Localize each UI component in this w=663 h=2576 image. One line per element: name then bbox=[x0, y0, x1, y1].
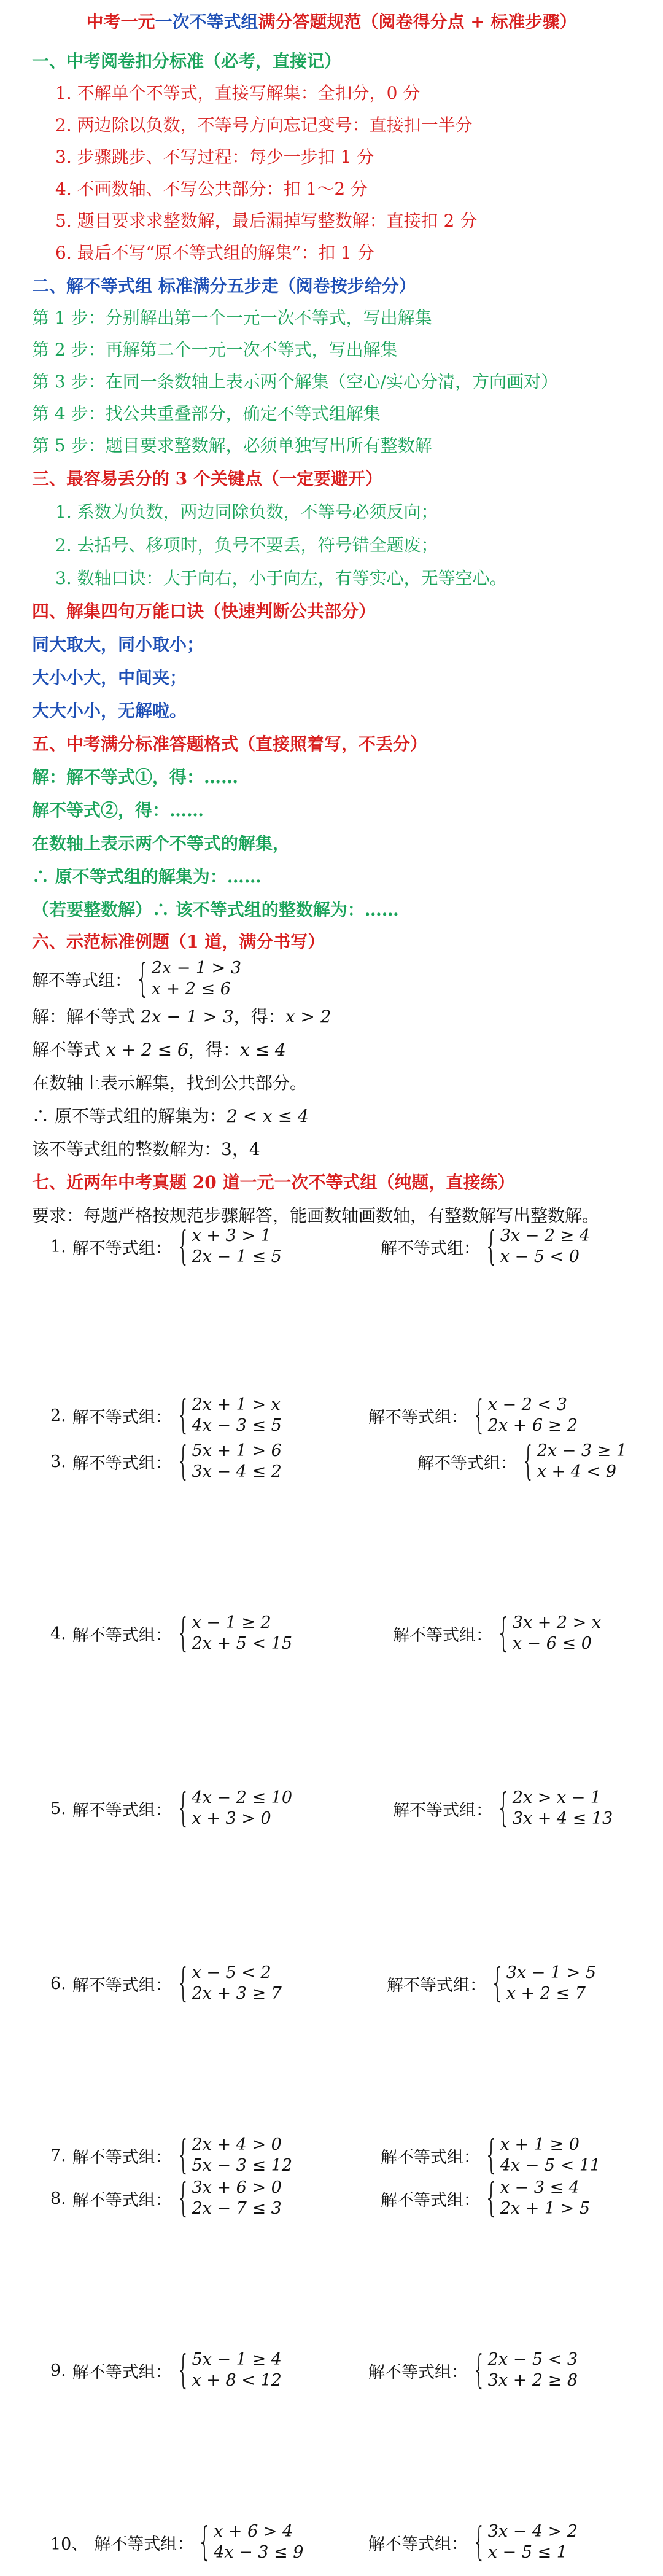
brace-icon: { bbox=[176, 1611, 190, 1656]
practice-problem bbox=[50, 1963, 282, 2004]
practice-problem bbox=[50, 2177, 282, 2219]
practice-problem bbox=[50, 2349, 282, 2391]
answer-format-line: 解：解不等式①，得：…… bbox=[32, 767, 239, 787]
inequality: x + 4 < 9 bbox=[537, 1462, 616, 1481]
practice-problem bbox=[381, 2134, 600, 2176]
practice-problem bbox=[368, 2349, 578, 2391]
problem-label: 解不等式组： bbox=[368, 1407, 468, 1427]
inequality: 2x + 5 < 15 bbox=[192, 1634, 293, 1653]
example-step-3: 在数轴上表示解集，找到公共部分。 bbox=[32, 1073, 308, 1093]
inequality: 2x − 7 ≤ 3 bbox=[192, 2199, 282, 2218]
brace-icon: { bbox=[497, 1611, 511, 1656]
practice-problem bbox=[50, 2521, 303, 2563]
solution-step: 第 1 步：分别解出第一个一元一次不等式，写出解集 bbox=[32, 308, 432, 328]
brace-icon: { bbox=[521, 1439, 535, 1484]
page-title: 中考一元一次不等式组满分答题规范（阅卷得分点 + 标准步骤） bbox=[86, 12, 577, 32]
inequality: x + 8 < 12 bbox=[192, 2371, 282, 2390]
inequality: 2x + 4 > 0 bbox=[192, 2135, 282, 2154]
deduction-rule: 2. 两边除以负数，不等号方向忘记变号：直接扣一半分 bbox=[55, 115, 473, 135]
mnemonic-line: 大小小大，中间夹； bbox=[32, 667, 187, 688]
answer-format-line: 在数轴上表示两个不等式的解集， bbox=[32, 833, 290, 854]
practice-problem bbox=[381, 2177, 590, 2219]
section-3-heading: 三、最容易丢分的 3 个关键点（一定要避开） bbox=[32, 469, 382, 489]
problem-label: 解不等式组： bbox=[387, 1975, 486, 1995]
inequality: 4x − 5 < 11 bbox=[500, 2156, 601, 2175]
practice-problem bbox=[50, 1395, 282, 1436]
problem-label: 解不等式组： bbox=[393, 1800, 492, 1820]
key-point: 3. 数轴口诀：大于向右，小于向左，有等实心，无等空心。 bbox=[55, 568, 507, 588]
problem-number: 7. bbox=[50, 2146, 66, 2165]
brace-icon: { bbox=[176, 1961, 190, 2006]
inequality: x + 2 ≤ 6 bbox=[151, 979, 231, 998]
practice-problem bbox=[393, 1788, 613, 1829]
brace-icon: { bbox=[176, 2348, 190, 2393]
brace-icon: { bbox=[472, 2348, 486, 2393]
section-2-heading: 二、解不等式组 标准满分五步走（阅卷按步给分） bbox=[32, 276, 416, 296]
practice-problem bbox=[50, 2134, 292, 2176]
practice-problem bbox=[393, 1613, 601, 1654]
inequality: x + 6 > 4 bbox=[214, 2522, 293, 2541]
inequality: 2x − 5 < 3 bbox=[487, 2350, 578, 2369]
inequality: 3x + 2 > x bbox=[512, 1613, 602, 1632]
inequality: 2x + 1 > x bbox=[192, 1395, 281, 1414]
inequality: 2x − 1 > 3 bbox=[151, 959, 242, 978]
problem-label: 解不等式组： bbox=[72, 1800, 172, 1820]
inequality: 3x − 1 > 5 bbox=[506, 1963, 597, 1982]
solution-step: 第 4 步：找公共重叠部分，确定不等式组解集 bbox=[32, 403, 381, 424]
example-step-1: 解：解不等式 2x − 1 > 3，得：x > 2 bbox=[32, 1006, 332, 1027]
inequality: 3x + 4 ≤ 13 bbox=[512, 1809, 613, 1828]
practice-problem bbox=[50, 1613, 292, 1654]
problem-label: 解不等式组： bbox=[381, 2190, 480, 2210]
example-label: 解不等式组： bbox=[32, 971, 131, 990]
inequality: x − 5 ≤ 1 bbox=[487, 2543, 567, 2562]
inequality: 3x + 2 ≥ 8 bbox=[487, 2371, 578, 2390]
mnemonic-line: 大大小小，无解啦。 bbox=[32, 701, 187, 721]
problem-number: 9. bbox=[50, 2360, 66, 2380]
deduction-rule: 6. 最后不写“原不等式组的解集”：扣 1 分 bbox=[55, 243, 374, 263]
answer-format-line: 解不等式②，得：…… bbox=[32, 800, 204, 820]
inequality: 2x + 1 > 5 bbox=[500, 2199, 591, 2218]
problem-label: 解不等式组： bbox=[72, 2190, 172, 2210]
problem-label: 解不等式组： bbox=[72, 1239, 172, 1258]
brace-icon: { bbox=[176, 1224, 190, 1269]
example-step-4: ∴ 原不等式组的解集为：2 < x ≤ 4 bbox=[32, 1106, 309, 1126]
inequality: x − 6 ≤ 0 bbox=[512, 1634, 592, 1653]
problem-label: 解不等式组： bbox=[368, 2534, 468, 2554]
problem-label: 解不等式组： bbox=[72, 2362, 172, 2382]
practice-problem bbox=[50, 1441, 282, 1482]
problem-number: 8. bbox=[50, 2189, 66, 2208]
problem-label: 解不等式组： bbox=[94, 2534, 194, 2554]
problem-number: 1. bbox=[50, 1237, 66, 1256]
inequality: x − 5 < 0 bbox=[500, 1247, 580, 1266]
problem-label: 解不等式组： bbox=[368, 2362, 468, 2382]
example-step-5: 该不等式组的整数解为：3，4 bbox=[32, 1139, 260, 1159]
brace-icon: { bbox=[484, 2176, 498, 2221]
inequality: x + 3 > 1 bbox=[192, 1226, 271, 1245]
problem-label: 解不等式组： bbox=[72, 2147, 172, 2167]
problem-label: 解不等式组： bbox=[393, 1625, 492, 1645]
brace-icon: { bbox=[484, 1224, 498, 1269]
practice-problem bbox=[50, 1788, 292, 1829]
problem-number: 10、 bbox=[50, 2534, 88, 2554]
brace-icon: { bbox=[490, 1961, 505, 2006]
mnemonic-line: 同大取大，同小取小； bbox=[32, 634, 204, 655]
inequality: 5x − 1 ≥ 4 bbox=[192, 2350, 282, 2369]
problem-number: 2. bbox=[50, 1406, 66, 1425]
inequality: 4x − 3 ≤ 5 bbox=[192, 1416, 282, 1435]
answer-format-line: （若要整数解）∴ 该不等式组的整数解为：…… bbox=[32, 900, 399, 920]
solution-step: 第 3 步：在同一条数轴上表示两个解集（空心/实心分清，方向画对） bbox=[32, 372, 559, 392]
key-point: 2. 去括号、移项时，负号不要丢，符号错全题废； bbox=[55, 535, 438, 555]
section-7-heading: 七、近两年中考真题 20 道一元一次不等式组（纯题，直接练） bbox=[32, 1172, 515, 1193]
inequality: x − 1 ≥ 2 bbox=[192, 1613, 271, 1632]
inequality: x − 5 < 2 bbox=[192, 1963, 271, 1982]
inequality: 2x − 3 ≥ 1 bbox=[537, 1441, 627, 1460]
solution-step: 第 2 步：再解第二个一元一次不等式，写出解集 bbox=[32, 340, 398, 360]
deduction-rule: 1. 不解单个不等式，直接写解集：全扣分，0 分 bbox=[55, 83, 421, 103]
inequality: 3x − 4 ≤ 2 bbox=[192, 1462, 282, 1481]
section-4-heading: 四、解集四句万能口诀（快速判断公共部分） bbox=[32, 601, 376, 621]
problem-label: 解不等式组： bbox=[72, 1625, 172, 1645]
problem-label: 解不等式组： bbox=[72, 1975, 172, 1995]
inequality: 5x − 3 ≤ 12 bbox=[192, 2156, 293, 2175]
deduction-rule: 5. 题目要求求整数解，最后漏掉写整数解：直接扣 2 分 bbox=[55, 211, 478, 231]
practice-problem bbox=[417, 1441, 627, 1482]
inequality: 3x + 6 > 0 bbox=[192, 2178, 282, 2197]
problem-number: 5. bbox=[50, 1799, 66, 1818]
inequality: 4x − 3 ≤ 9 bbox=[214, 2543, 304, 2562]
example-system bbox=[32, 958, 241, 1000]
answer-format-line: ∴ 原不等式组的解集为：…… bbox=[32, 866, 262, 887]
inequality: x + 2 ≤ 7 bbox=[506, 1984, 586, 2003]
practice-problem bbox=[368, 2521, 578, 2563]
solution-step: 第 5 步：题目要求整数解，必须单独写出所有整数解 bbox=[32, 435, 432, 456]
problem-number: 6. bbox=[50, 1974, 66, 1993]
problem-label: 解不等式组： bbox=[381, 2147, 480, 2167]
practice-requirement: 要求：每题严格按规范步骤解答，能画数轴画数轴，有整数解写出整数解。 bbox=[32, 1205, 600, 1226]
inequality: 2x − 1 ≤ 5 bbox=[192, 1247, 282, 1266]
inequality: 3x − 4 > 2 bbox=[487, 2522, 578, 2541]
practice-problem bbox=[368, 1395, 578, 1436]
brace-icon: { bbox=[472, 1393, 486, 1438]
inequality: 3x − 2 ≥ 4 bbox=[500, 1226, 591, 1245]
inequality: 5x + 1 > 6 bbox=[192, 1441, 282, 1460]
brace-icon: { bbox=[136, 956, 150, 1002]
section-5-heading: 五、中考满分标准答题格式（直接照着写，不丢分） bbox=[32, 734, 428, 754]
problem-label: 解不等式组： bbox=[381, 1239, 480, 1258]
problem-label: 解不等式组： bbox=[72, 1407, 172, 1427]
section-6-heading: 六、示范标准例题（1 道，满分书写） bbox=[32, 932, 325, 952]
practice-problem bbox=[387, 1963, 596, 2004]
deduction-rule: 4. 不画数轴、不写公共部分：扣 1～2 分 bbox=[55, 179, 368, 199]
example-step-2: 解不等式 x + 2 ≤ 6，得：x ≤ 4 bbox=[32, 1040, 286, 1060]
brace-icon: { bbox=[176, 1786, 190, 1831]
practice-problem bbox=[50, 1226, 282, 1267]
brace-icon: { bbox=[484, 2133, 498, 2178]
inequality: 2x + 6 ≥ 2 bbox=[487, 1416, 578, 1435]
key-point: 1. 系数为负数，两边同除负数，不等号必须反向； bbox=[55, 502, 438, 522]
brace-icon: { bbox=[176, 1439, 190, 1484]
inequality: x + 1 ≥ 0 bbox=[500, 2135, 580, 2154]
deduction-rule: 3. 步骤跳步、不写过程：每少一步扣 1 分 bbox=[55, 147, 374, 167]
problem-label: 解不等式组： bbox=[72, 1453, 172, 1473]
brace-icon: { bbox=[497, 1786, 511, 1831]
problem-number: 3. bbox=[50, 1452, 66, 1471]
inequality: 2x > x − 1 bbox=[512, 1788, 602, 1807]
inequality: x − 3 ≤ 4 bbox=[500, 2178, 580, 2197]
brace-icon: { bbox=[176, 2133, 190, 2178]
section-1-heading: 一、中考阅卷扣分标准（必考，直接记） bbox=[32, 51, 342, 71]
inequality: 4x − 2 ≤ 10 bbox=[192, 1788, 293, 1807]
problem-label: 解不等式组： bbox=[417, 1453, 517, 1473]
problem-number: 4. bbox=[50, 1624, 66, 1643]
brace-icon: { bbox=[176, 1393, 190, 1438]
inequality: 2x + 3 ≥ 7 bbox=[192, 1984, 282, 2003]
practice-problem bbox=[381, 1226, 590, 1267]
brace-icon: { bbox=[198, 2520, 212, 2565]
brace-icon: { bbox=[472, 2520, 486, 2565]
inequality: x − 2 < 3 bbox=[487, 1395, 567, 1414]
inequality: x + 3 > 0 bbox=[192, 1809, 271, 1828]
brace-icon: { bbox=[176, 2176, 190, 2221]
